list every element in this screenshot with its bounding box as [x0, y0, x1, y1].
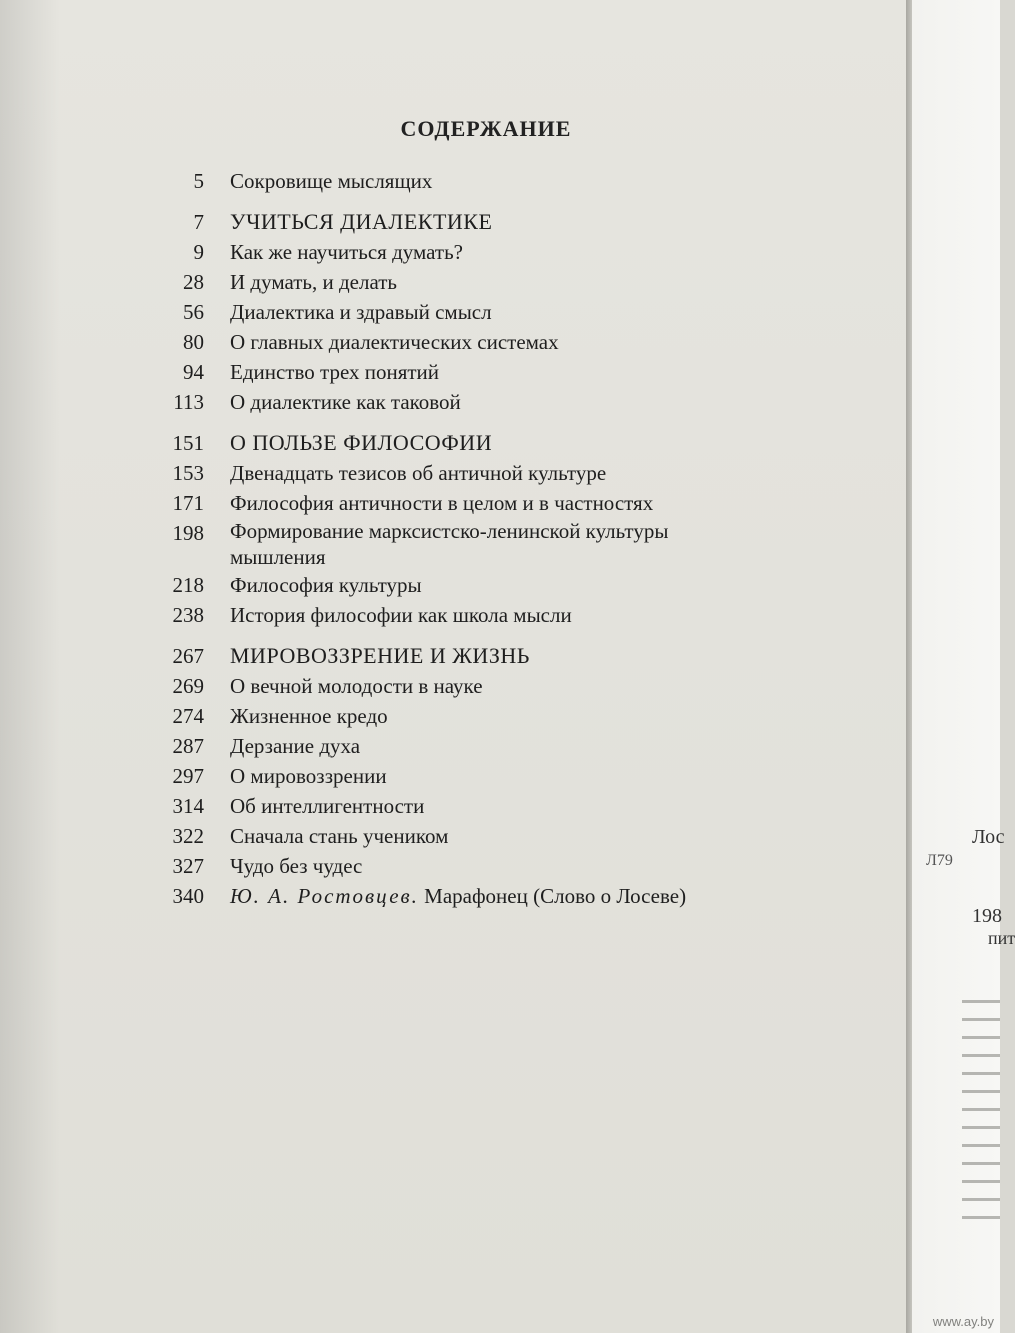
text-line [962, 1126, 1000, 1129]
text-line [962, 1108, 1000, 1111]
toc-entry-title: О диалектике как таковой [230, 390, 461, 414]
toc-entry-title: Как же научиться думать? [230, 240, 463, 264]
text-line [962, 1144, 1000, 1147]
text-line [962, 1180, 1000, 1183]
toc-entry [150, 518, 850, 570]
toc-entry-title: Сокровище мыслящих [230, 169, 433, 193]
toc-entry-with-author [230, 881, 850, 911]
toc-entry-title: Жизненное кредо [230, 704, 388, 728]
toc-entry-title: Дерзание духа [230, 734, 361, 758]
facing-page-text-fragment: 198 [972, 905, 1002, 927]
toc-entry [150, 458, 850, 488]
toc-entry [150, 821, 850, 851]
toc-entry [150, 488, 850, 518]
toc-entry-title: Чудо без чудес [230, 854, 363, 878]
watermark: www.ay.by [932, 1314, 994, 1329]
toc-page-number: 171 [172, 491, 204, 515]
toc-entry-title: Философия античности в целом и в частностях [230, 491, 654, 515]
facing-page-text-fragment: пит [988, 928, 1015, 948]
toc-entry [150, 761, 850, 791]
toc-entry-title: О главных диалектических системах [230, 330, 559, 354]
toc-entry-title-multiline [230, 518, 850, 570]
facing-page-text-fragment: Л79 [926, 852, 953, 869]
toc-entry-author: Ю. А. Ростовцев. [230, 884, 419, 908]
toc-entry-title: Единство трех понятий [230, 360, 440, 384]
toc-entry-title: О мировоззрении [230, 764, 387, 788]
toc-page-number: 5 [193, 169, 204, 193]
toc-entry [150, 881, 850, 911]
toc-page-number: 56 [183, 300, 204, 324]
text-line [962, 1018, 1000, 1021]
toc-section-title: УЧИТЬСЯ ДИАЛЕКТИКЕ [230, 209, 493, 234]
toc-page-number: 153 [172, 461, 204, 485]
toc-entry [150, 387, 850, 417]
text-line [962, 1000, 1000, 1003]
toc-page-number: 113 [173, 390, 204, 414]
toc-page-number: 297 [172, 764, 204, 788]
toc-entry-title: О вечной молодости в науке [230, 674, 483, 698]
toc-entry [150, 297, 850, 327]
toc-page-number: 267 [172, 644, 204, 668]
text-line [962, 1036, 1000, 1039]
toc-entry [150, 327, 850, 357]
text-line [962, 1072, 1000, 1075]
facing-page-text-lines [962, 1000, 1000, 1260]
toc-entry [150, 671, 850, 701]
toc-entry [150, 791, 850, 821]
toc-page-number: 94 [183, 360, 204, 384]
toc-page-number: 322 [172, 824, 204, 848]
toc-entry [150, 237, 850, 267]
toc-entry [150, 166, 850, 196]
toc-entry-title: И думать, и делать [230, 270, 398, 294]
page-gutter-shadow [0, 0, 60, 1333]
toc-page-number: 151 [172, 431, 204, 455]
toc-entry [150, 267, 850, 297]
toc-entry [150, 600, 850, 630]
toc-page-number: 80 [183, 330, 204, 354]
toc-entry [150, 570, 850, 600]
text-line [962, 1216, 1000, 1219]
toc-page-number: 218 [172, 573, 204, 597]
toc-page-number: 314 [172, 794, 204, 818]
toc-page-number: 198 [172, 521, 204, 545]
toc-title: СОДЕРЖАНИЕ [400, 116, 572, 141]
toc-entry-title: Марафонец (Слово о Лосеве) [424, 884, 687, 908]
toc-page-number: 287 [172, 734, 204, 758]
toc-entry-title: Формирование марксистско-ленинской культуры [230, 519, 669, 543]
toc-entry [150, 731, 850, 761]
toc-page-number: 238 [172, 603, 204, 627]
toc-page-number: 7 [193, 210, 204, 234]
toc-page-number: 269 [172, 674, 204, 698]
facing-page-text-fragment: Лос [972, 826, 1005, 848]
table-of-contents [150, 166, 850, 911]
toc-page-number: 327 [172, 854, 204, 878]
toc-section-title: МИРОВОЗЗРЕНИЕ И ЖИЗНЬ [230, 643, 530, 668]
toc-entry-title: Двенадцать тезисов об античной культуре [230, 461, 607, 485]
toc-entry [150, 701, 850, 731]
toc-entry-title: Философия культуры [230, 573, 422, 597]
toc-section [150, 641, 850, 671]
text-line [962, 1054, 1000, 1057]
toc-section [150, 428, 850, 458]
toc-entry [150, 851, 850, 881]
text-line [962, 1090, 1000, 1093]
toc-page-number: 340 [172, 884, 204, 908]
toc-entry-title: Об интеллигентности [230, 794, 425, 818]
toc-entry-title: История философии как школа мысли [230, 603, 572, 627]
toc-entry-title: Диалектика и здравый смысл [230, 300, 492, 324]
toc-section-title: О ПОЛЬЗЕ ФИЛОСОФИИ [230, 430, 493, 455]
toc-entry [150, 357, 850, 387]
text-line [962, 1198, 1000, 1201]
toc-section [150, 207, 850, 237]
toc-page-number: 28 [183, 270, 204, 294]
toc-entry-title-continuation: мышления [230, 545, 326, 569]
toc-page-number: 9 [193, 240, 204, 264]
text-line [962, 1162, 1000, 1165]
toc-entry-title: Сначала стань учеником [230, 824, 449, 848]
toc-page-number: 274 [172, 704, 204, 728]
